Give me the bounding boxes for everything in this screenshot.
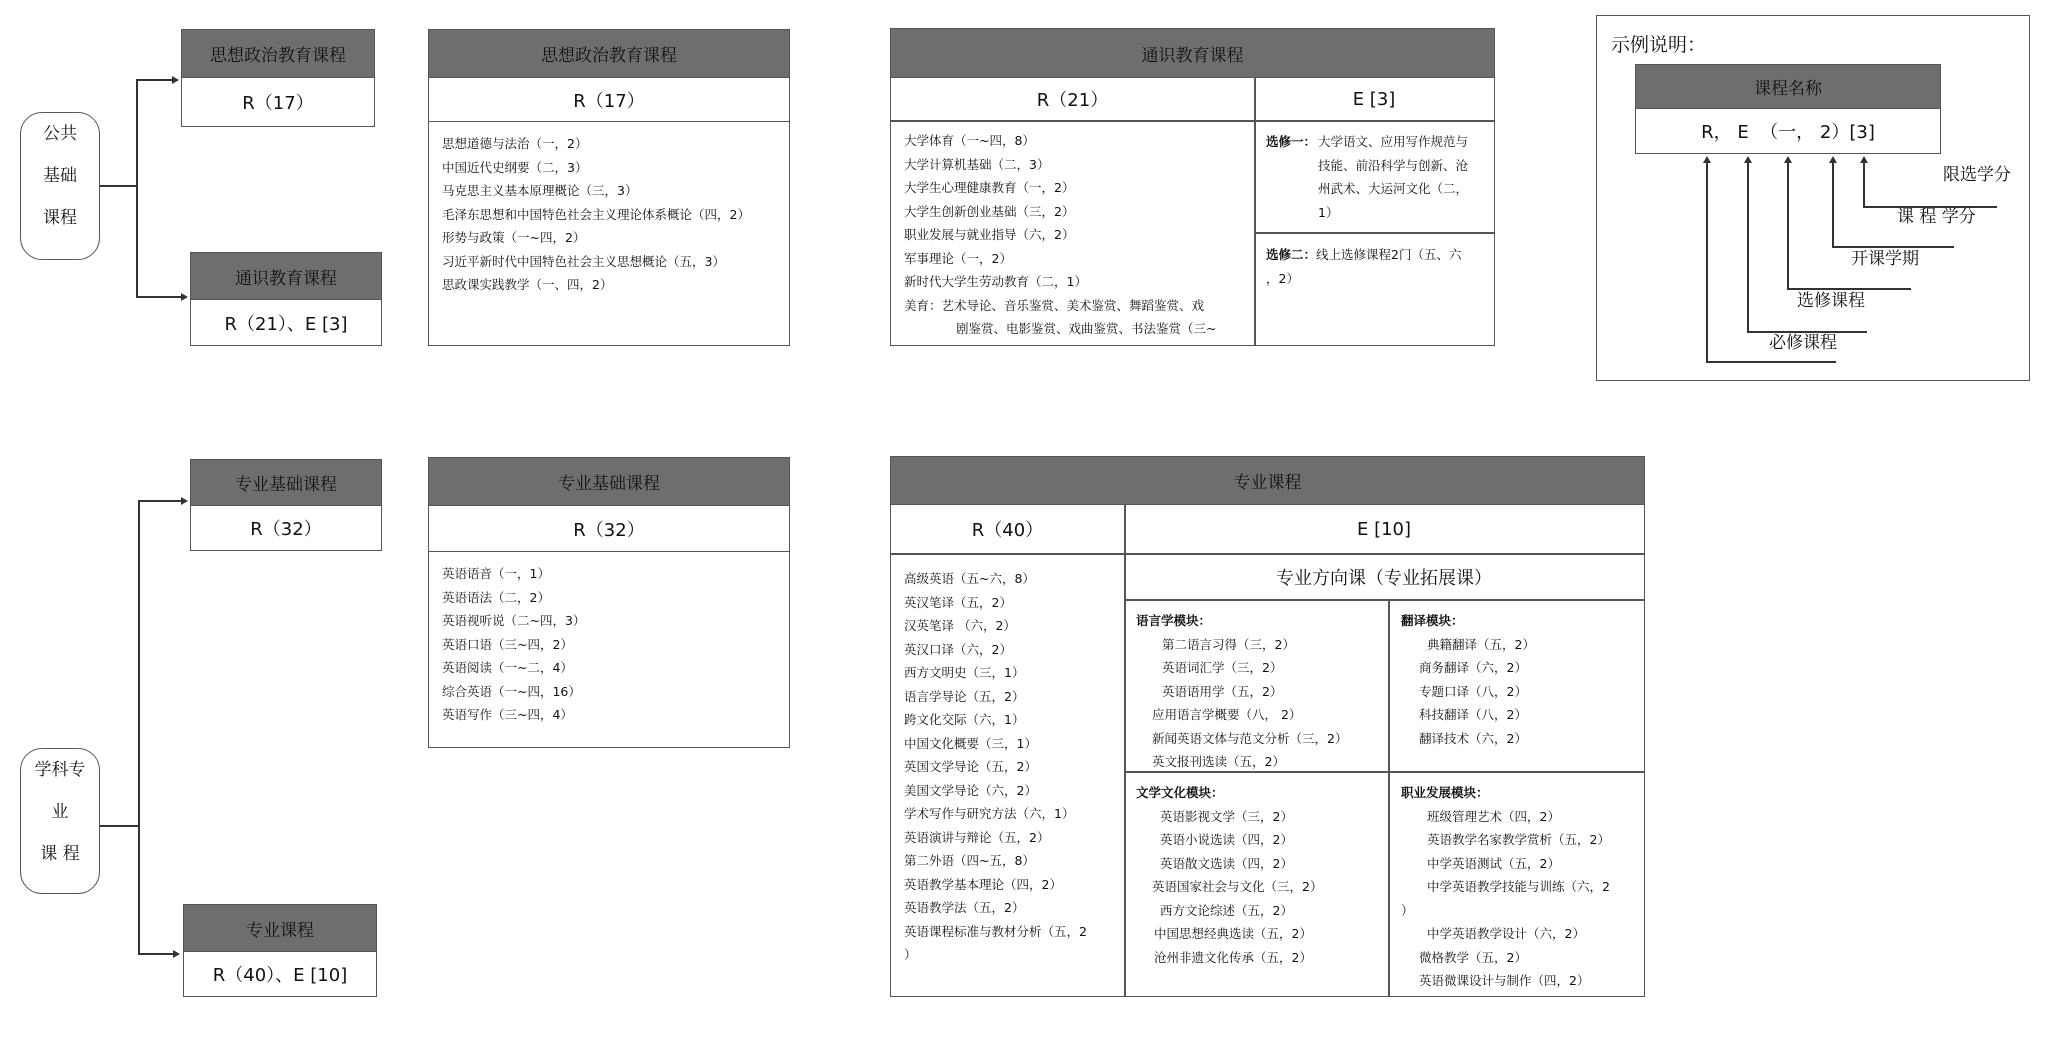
box-title: 专业课程: [891, 457, 1644, 505]
box-title: 通识教育课程: [191, 253, 381, 300]
connector: [138, 500, 140, 954]
divider: [1254, 232, 1494, 234]
list-item: 毛泽东思想和中国特色社会主义理论体系概论（四，2）: [442, 206, 750, 222]
module-title: 职业发展模块：: [1401, 785, 1489, 800]
list-item: 马克思主义基本原理概论（三，3）: [442, 183, 638, 198]
list-item: 第二语言习得（三，2）: [1162, 636, 1295, 652]
box-title: 专业课程: [184, 905, 376, 952]
text-line: 线上选修课程2门（五、六: [1316, 247, 1462, 262]
legend-box: [1596, 15, 2030, 381]
legend-label-elective: 选修课程: [1797, 291, 1865, 311]
list-item: 商务翻译（六，2）: [1419, 660, 1527, 675]
list-item: 翻译技术（六，2）: [1419, 730, 1527, 746]
public-foundation-oval: [20, 112, 100, 260]
list-item: 英国文学导论（五，2）: [904, 759, 1037, 774]
elective-credits: E [3]: [1352, 88, 1396, 110]
list-item: 英语视听说（二~四，3）: [442, 613, 586, 628]
connector: [1747, 162, 1749, 332]
connector: [100, 185, 136, 187]
list-item: 英语散文选读（四，2）: [1160, 855, 1293, 871]
list-item: 语言学导论（五，2）: [904, 688, 1025, 704]
list-item: 大学体育（一~四，8）: [904, 133, 1035, 148]
linguistics-module: [1136, 609, 1347, 774]
list-item: 英语演讲与辩论（五，2）: [904, 829, 1050, 845]
list-item: 班级管理艺术（四，2）: [1427, 808, 1560, 824]
list-item: 英汉口译（六，2）: [904, 641, 1012, 657]
ideology-detail-box: [428, 29, 790, 346]
list-item: 综合英语（一~四，16）: [442, 683, 581, 699]
list-item: 英语微课设计与制作（四，2）: [1419, 973, 1590, 988]
divider: [1388, 599, 1390, 996]
list-item: 新闻英语文体与范文分析（三，2）: [1152, 730, 1348, 746]
list-item: 汉英笔译 （六，2）: [904, 618, 1016, 633]
text-line: ，2）: [1266, 270, 1299, 286]
literature-culture-module: [1136, 781, 1322, 969]
text-line: 技能、前沿科学与创新、沧: [1318, 157, 1469, 173]
list-item: 美育：艺术导论、音乐鉴赏、美术鉴赏、舞蹈鉴赏、戏: [904, 297, 1205, 313]
general-edu-summary-box: [190, 252, 382, 346]
box-title: 思想政治教育课程: [429, 30, 789, 78]
major-detail-box: [890, 456, 1645, 997]
required-course-list: [891, 567, 1124, 967]
legend-label-limited-elective: 限选学分: [1943, 165, 2011, 185]
box-value: R（17）: [429, 78, 789, 122]
text-line: 1）: [1318, 204, 1339, 220]
elective-section-2: [1266, 243, 1494, 290]
list-item: 第二外语（四~五，8）: [904, 853, 1035, 868]
list-item: 大学生心理健康教育（一，2）: [904, 180, 1075, 195]
oval-line: 课程: [43, 208, 77, 228]
list-item: 英语语法（二，2）: [442, 589, 550, 605]
list-item: 高级英语（五~六，8）: [904, 571, 1035, 586]
list-item: 英语小说选读（四，2）: [1160, 832, 1293, 847]
box-value: R（17）: [242, 93, 314, 114]
list-item: 英语教学基本理论（四，2）: [904, 876, 1062, 892]
box-value: R（21）、E [3]: [224, 313, 348, 335]
connector: [136, 296, 182, 298]
legend-label-semester: 开课学期: [1851, 249, 1919, 269]
connector: [1787, 162, 1789, 288]
career-module: [1401, 781, 1610, 993]
course-list: [429, 122, 789, 297]
connector: [1832, 162, 1834, 246]
major-oval: [20, 748, 100, 894]
box-title: 思想政治教育课程: [182, 30, 374, 78]
box-title: 通识教育课程: [891, 29, 1494, 78]
oval-line: 学科专: [34, 760, 86, 780]
legend-sample-box: [1635, 64, 1941, 154]
list-item: 英语词汇学（三，2）: [1162, 660, 1283, 675]
oval-line: 业: [51, 802, 69, 822]
list-item: 英语教学法（五，2）: [904, 900, 1025, 915]
list-item: 英语语用学（五，2）: [1162, 683, 1283, 699]
list-item: ）: [1401, 902, 1414, 918]
connector: [1706, 162, 1708, 362]
divider: [1124, 599, 1644, 601]
oval-line: 公共: [43, 124, 77, 144]
translation-module: [1401, 609, 1535, 750]
elective-label: 选修二：: [1266, 247, 1317, 262]
list-item: 沧州非遗文化传承（五，2）: [1154, 949, 1312, 965]
text-line: 大学语文、应用写作规范与: [1318, 134, 1469, 149]
list-item: 新时代大学生劳动教育（二，1）: [904, 274, 1087, 289]
major-basic-detail-box: [428, 457, 790, 748]
list-item: 英文报刊选读（五，2）: [1152, 754, 1285, 769]
list-item: ）: [904, 947, 917, 962]
list-item: 中国文化概要（三，1）: [904, 735, 1037, 751]
legend-heading: 示例说明：: [1611, 34, 1707, 56]
arrow-icon: [181, 293, 188, 301]
elective-content: [1318, 130, 1468, 224]
list-item: 形势与政策（一~四，2）: [442, 230, 586, 245]
list-item: 英语国家社会与文化（三，2）: [1152, 879, 1323, 894]
list-item: 英语阅读（一~二，4）: [442, 660, 573, 675]
major-summary-box: [183, 904, 377, 997]
list-item: 习近平新时代中国特色社会主义思想概论（五，3）: [442, 253, 725, 269]
list-item: 美国文学导论（六，2）: [904, 782, 1037, 798]
course-list: [429, 552, 789, 727]
list-item: 思想道德与法治（一，2）: [442, 136, 588, 151]
list-item: 西方文明史（三，1）: [904, 665, 1025, 680]
legend-label-credits: 课 程 学分: [1897, 207, 1976, 227]
direction-course-title: 专业方向课（专业拓展课）: [1276, 568, 1492, 589]
list-item: 应用语言学概要（八， 2）: [1152, 707, 1302, 722]
oval-line: 课 程: [40, 844, 80, 864]
list-item: 中学英语测试（五，2）: [1427, 855, 1560, 871]
major-basic-summary-box: [190, 459, 382, 551]
list-item: 跨文化交际（六，1）: [904, 712, 1025, 727]
connector: [138, 500, 182, 502]
list-item: 英语影视文学（三，2）: [1160, 808, 1293, 824]
oval-line: 基础: [43, 166, 77, 186]
elective-credits: E [10]: [1356, 518, 1412, 540]
divider: [1254, 78, 1256, 345]
ideology-summary-box: [181, 29, 375, 127]
list-item: 专题口译（八，2）: [1419, 683, 1527, 699]
required-course-list: [891, 121, 1254, 341]
list-item: 剧鉴赏、电影鉴赏、戏曲鉴赏、书法鉴赏（三~: [956, 321, 1217, 336]
list-item: 大学计算机基础（二，3）: [904, 156, 1050, 172]
list-item: 英语语音（一，1）: [442, 566, 550, 581]
arrow-icon: [172, 76, 179, 84]
module-title: 语言学模块：: [1136, 613, 1212, 628]
connector: [138, 953, 174, 955]
general-edu-detail-box: [890, 28, 1495, 346]
box-value: R（32）: [429, 506, 789, 552]
list-item: 思政课实践教学（一、四，2）: [442, 277, 613, 292]
connector: [1863, 162, 1865, 206]
elective-label: 选修一：: [1266, 134, 1317, 149]
list-item: 中国近代史纲要（二，3）: [442, 159, 588, 175]
list-item: 典籍翻译（五，2）: [1427, 636, 1535, 652]
arrow-icon: [181, 497, 188, 505]
list-item: 英语课程标准与教材分析（五，2: [904, 923, 1087, 939]
required-credits: R（40）: [971, 520, 1044, 541]
list-item: 科技翻译（八，2）: [1419, 707, 1527, 722]
list-item: 西方文论综述（五，2）: [1160, 902, 1293, 918]
list-item: 中学英语教学设计（六，2）: [1427, 926, 1585, 941]
module-title: 翻译模块：: [1401, 613, 1464, 628]
arrow-icon: [173, 950, 180, 958]
list-item: 微格教学（五，2）: [1419, 949, 1527, 965]
list-item: 英汉笔译（五，2）: [904, 594, 1012, 610]
connector: [100, 825, 138, 827]
list-item: 大学生创新创业基础（三，2）: [904, 203, 1075, 219]
module-title: 文学文化模块：: [1136, 785, 1224, 800]
text-line: 州武术、大运河文化（二，: [1318, 181, 1469, 196]
box-value: R（40）、E [10]: [212, 965, 348, 986]
list-item: 中国思想经典选读（五，2）: [1154, 926, 1312, 941]
box-title: 专业基础课程: [191, 460, 381, 506]
legend-course-name: 课程名称: [1636, 65, 1940, 109]
list-item: 学术写作与研究方法（六，1）: [904, 806, 1075, 821]
legend-label-required: 必修课程: [1769, 333, 1837, 353]
connector: [136, 79, 174, 81]
box-title: 专业基础课程: [429, 458, 789, 506]
list-item: 英语写作（三~四，4）: [442, 707, 573, 722]
box-value: R（32）: [250, 519, 322, 540]
list-item: 中学英语教学技能与训练（六，2: [1427, 879, 1610, 894]
connector: [1706, 361, 1836, 363]
legend-formula: R， E （一， 2）[3]: [1701, 122, 1875, 143]
list-item: 军事理论（一，2）: [904, 250, 1012, 266]
list-item: 英语教学名家教学赏析（五，2）: [1427, 832, 1610, 847]
list-item: 英语口语（三~四，2）: [442, 636, 573, 652]
required-credits: R（21）: [1036, 90, 1109, 111]
list-item: 职业发展与就业指导（六，2）: [904, 227, 1075, 242]
connector: [136, 79, 138, 297]
